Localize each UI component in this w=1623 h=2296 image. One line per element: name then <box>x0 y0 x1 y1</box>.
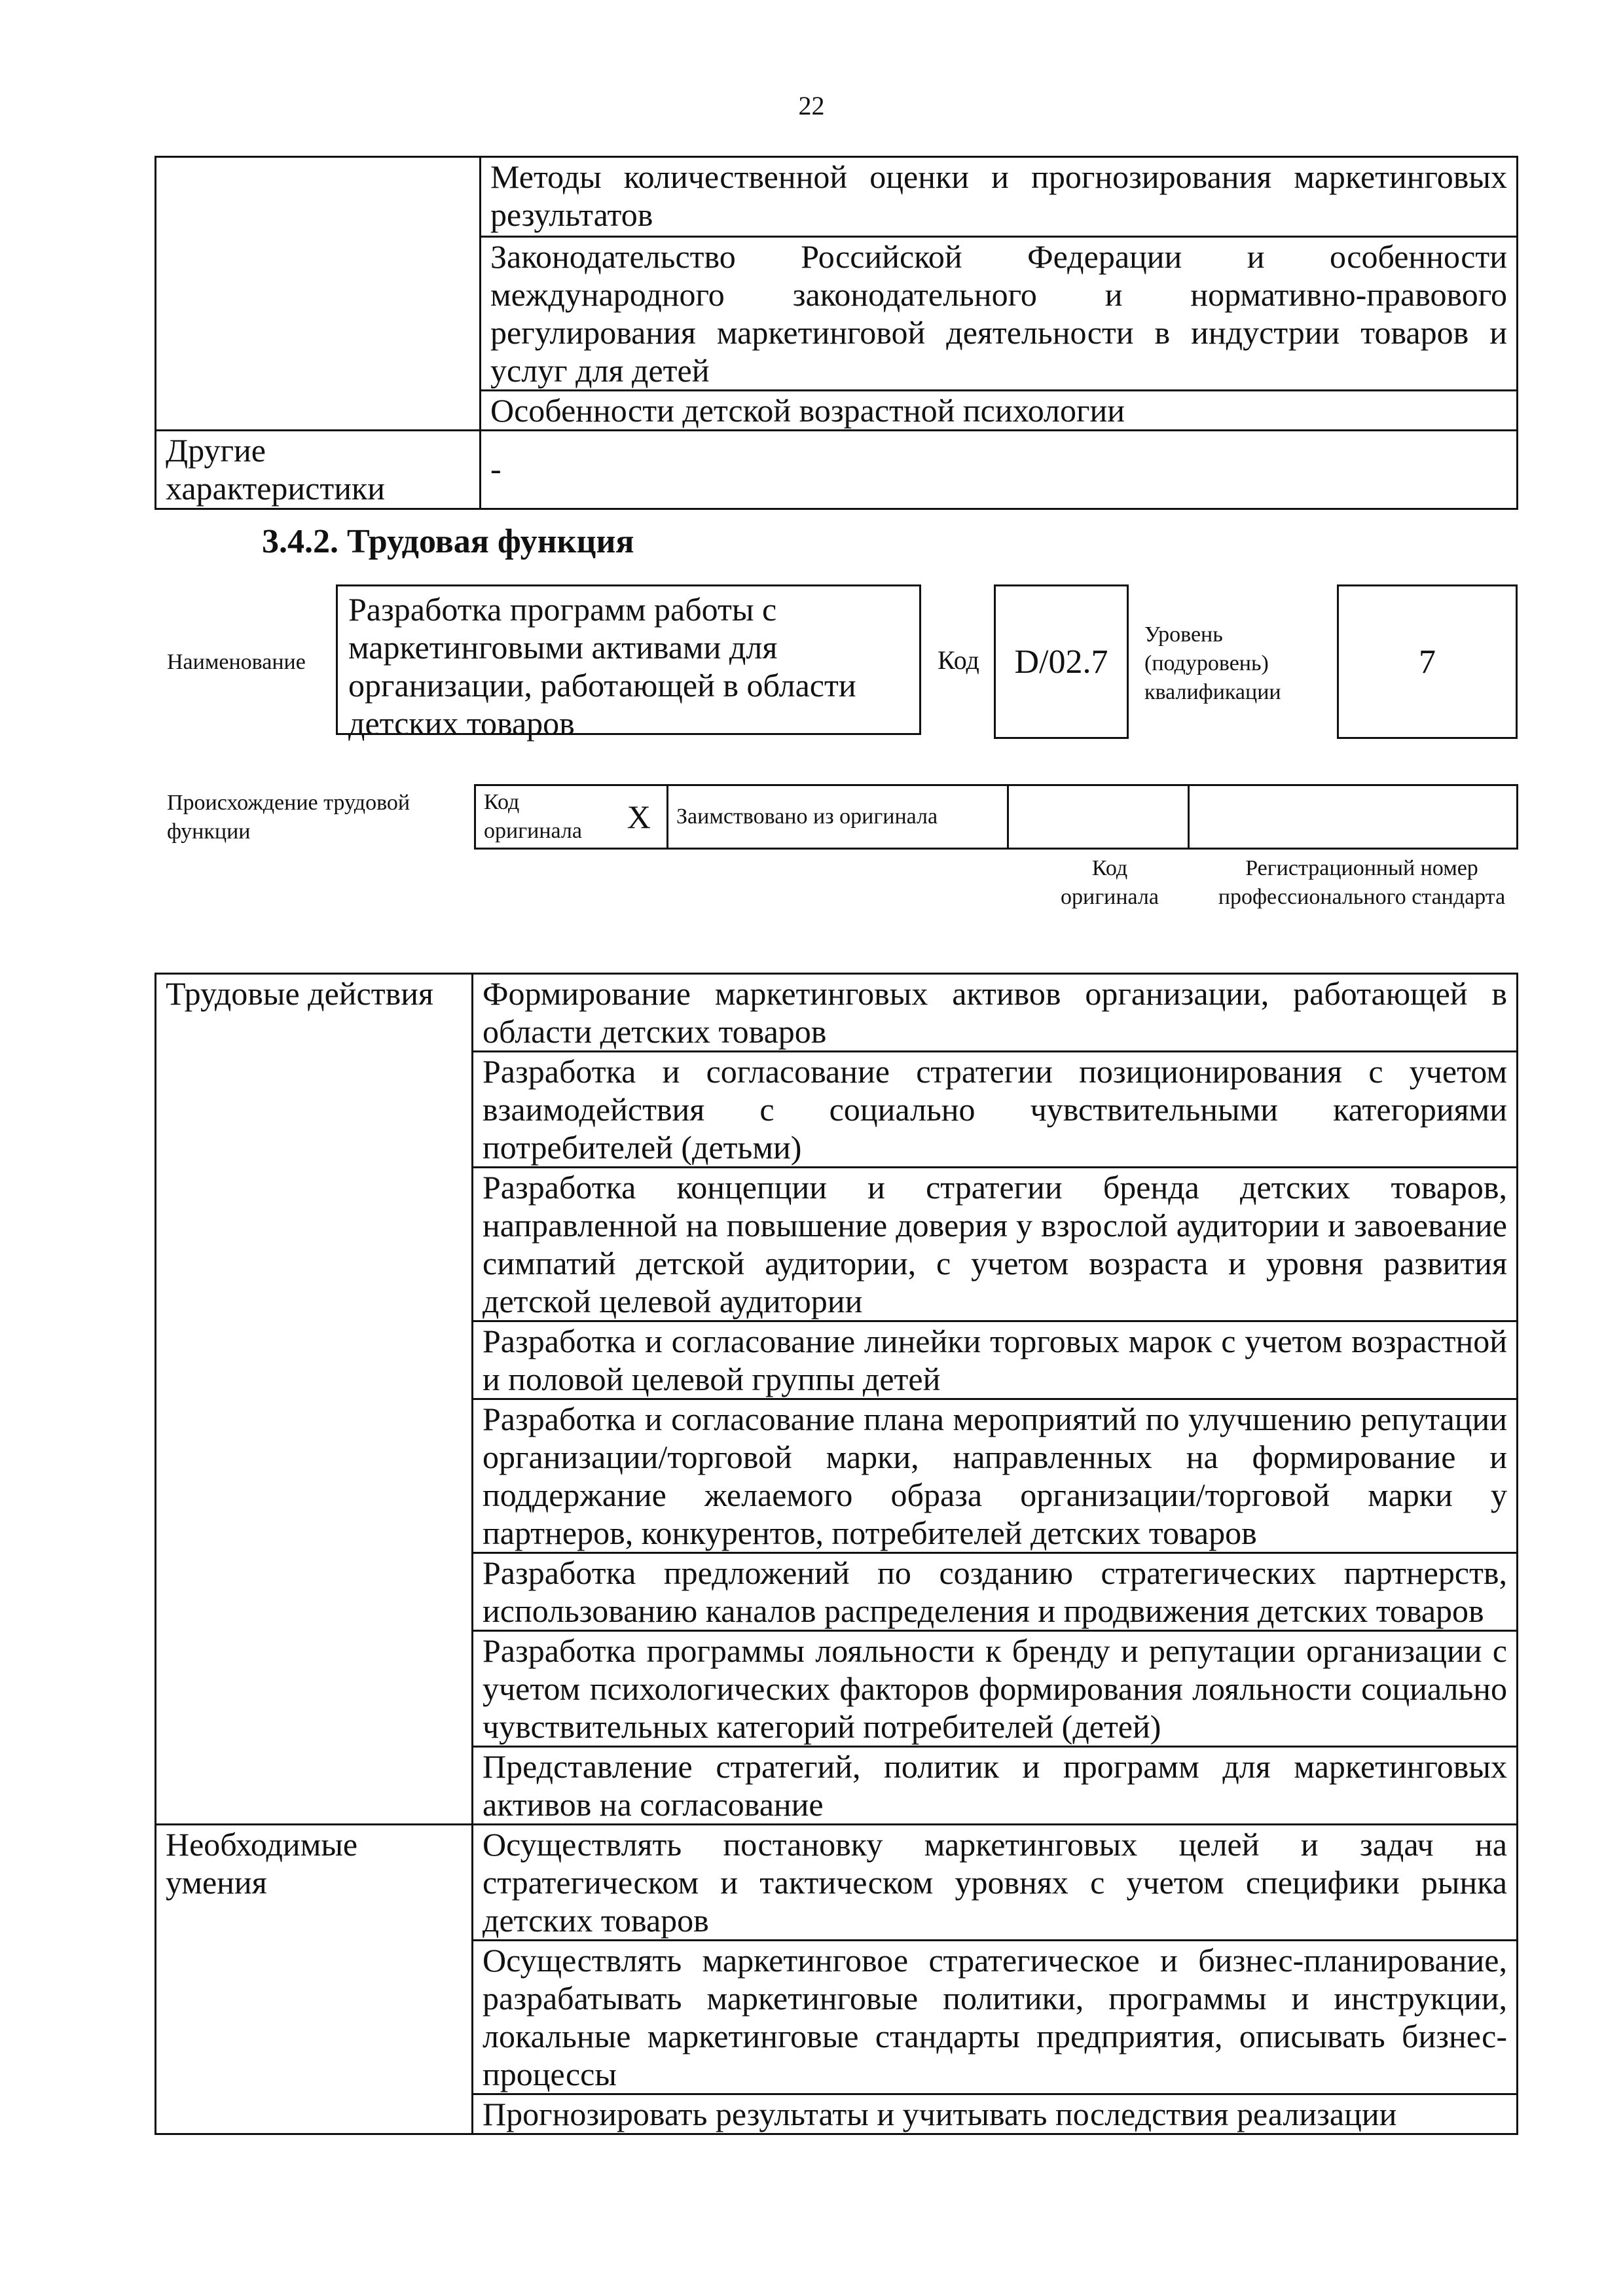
original-code-cell <box>1008 785 1189 849</box>
origin-table <box>474 784 1518 850</box>
registration-number-cell <box>1189 785 1518 849</box>
action-row: Разработка концепции и стратегии бренда детских товаров, направленной на повышение доверия у взрослой аудитории и завоевание симпатий детской аудитории, с учетом возраста и уровня развития детской целевой аудитории <box>473 1168 1518 1321</box>
labor-actions-table <box>155 973 1518 2135</box>
action-row: Разработка программы лояльности к бренду и репутации организации с учетом психологических факторов формирования лояльности социально чувствительных категорий потребителей (детей) <box>473 1631 1518 1747</box>
level-label: Уровень (подуровень) квалификации <box>1144 622 1281 704</box>
other-characteristics-value: - <box>481 431 1518 509</box>
skill-row: Осуществлять постановку маркетинговых целей и задач на стратегическом и тактическом уровнях с учетом специфики рынка детских товаров <box>473 1825 1518 1941</box>
knowledge-row: Особенности детской возрастной психологии <box>481 391 1518 431</box>
skill-row: Осуществлять маркетинговое стратегическое и бизнес-планирование, разрабатывать маркетинговые политики, программы и инструкции, локальные маркетинговые стандарты предприятия, описывать бизнес-процессы <box>473 1941 1518 2094</box>
other-characteristics-label: Другие характеристики <box>156 431 481 509</box>
action-row: Разработка предложений по созданию стратегических партнерств, использованию каналов распределения и продвижения детских товаров <box>473 1553 1518 1631</box>
registration-number-caption: Регистрационный номер профессионального стандарта <box>1218 856 1506 909</box>
action-row: Разработка и согласование линейки торговых марок с учетом возрастной и половой целевой группы детей <box>473 1321 1518 1399</box>
name-label: Наименование <box>167 650 306 674</box>
action-row: Представление стратегий, политик и программ для маркетинговых активов на согласование <box>473 1747 1518 1825</box>
knowledge-label-cell <box>156 157 481 431</box>
action-row: Разработка и согласование плана мероприятий по улучшению репутации организации/торговой марки, направленных на формирование и поддержание желаемого образа организации/торговой марки у партнеров, конкурентов, потребителей детских товаров <box>473 1399 1518 1553</box>
knowledge-row: Методы количественной оценки и прогнозирования маркетинговых результатов <box>481 157 1518 237</box>
code-label: Код <box>938 645 979 675</box>
origin-label: Происхождение трудовой функции <box>167 791 410 844</box>
original-mark: X <box>611 785 668 849</box>
section-title: 3.4.2. Трудовая функция <box>262 523 634 560</box>
original-label: Код оригинала <box>475 785 611 849</box>
action-row: Разработка и согласование стратегии позиционирования с учетом взаимодействия с социально чувствительными категориями потребителей (детьми) <box>473 1052 1518 1168</box>
original-code-caption: Код оригинала <box>1061 856 1159 909</box>
action-row: Формирование маркетинговых активов организации, работающей в области детских товаров <box>473 974 1518 1052</box>
function-name: Разработка программ работы с маркетинговыми активами для организации, работающей в области детских товаров <box>336 584 921 735</box>
page-number: 22 <box>798 91 825 120</box>
skills-label: Необходимые умения <box>156 1825 473 2134</box>
qualification-level: 7 <box>1337 584 1518 739</box>
function-code: D/02.7 <box>994 584 1129 739</box>
skill-row: Прогнозировать результаты и учитывать последствия реализации <box>473 2094 1518 2134</box>
actions-label: Трудовые действия <box>156 974 473 1825</box>
borrowed-label: Заимствовано из оригинала <box>668 785 1008 849</box>
knowledge-table <box>155 156 1518 510</box>
knowledge-row: Законодательство Российской Федерации и особенности международного законодательного и нормативно-правового регулирования маркетинговой деятельности в индустрии товаров и услуг для детей <box>481 237 1518 391</box>
